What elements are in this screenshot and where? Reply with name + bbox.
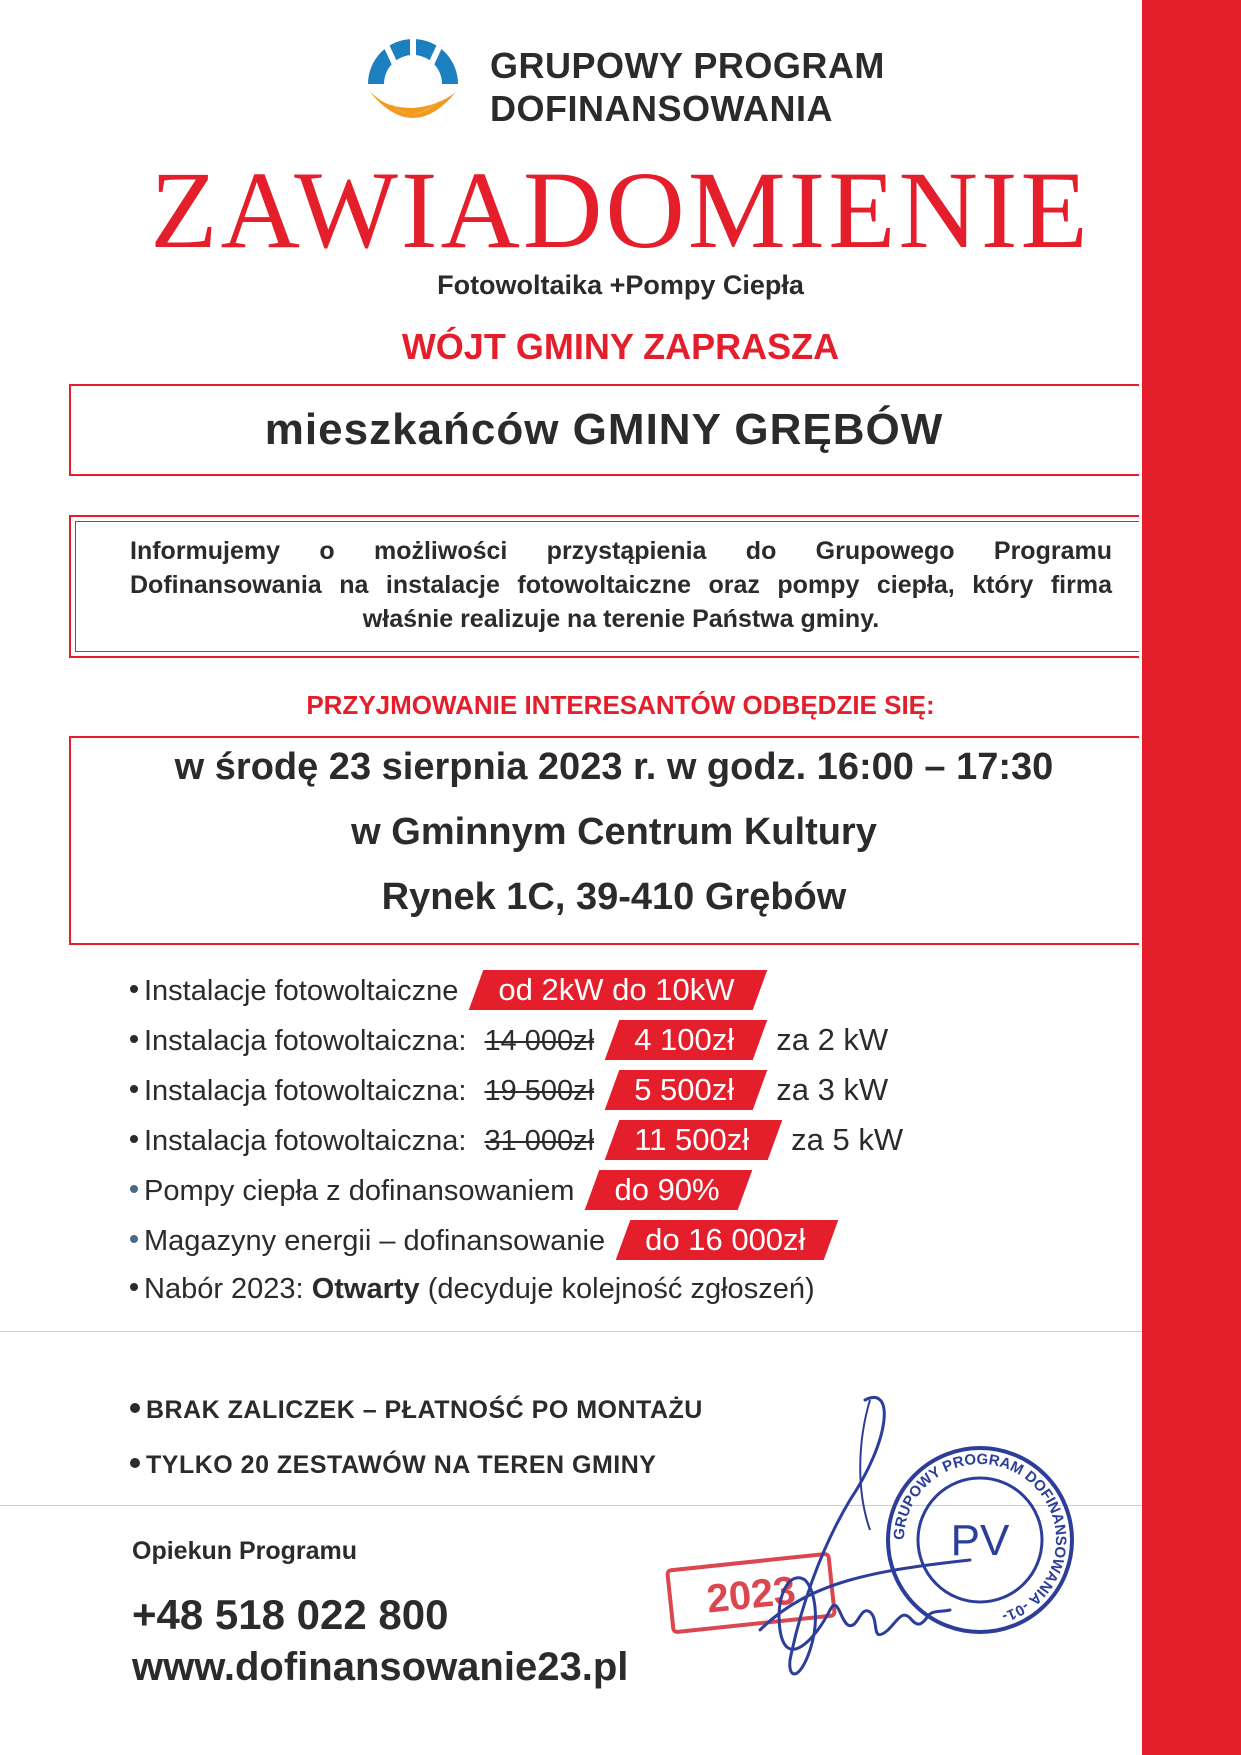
bullet-icon [130, 1085, 138, 1093]
list-item [130, 1020, 888, 1060]
subtitle: Fotowoltaika +Pompy Ciepła [437, 270, 804, 300]
divider [0, 1331, 1142, 1332]
list-item [130, 970, 760, 1010]
item-suffix: (decyduje kolejność zgłoszeń) [427, 1273, 815, 1305]
item-suffix: za 3 kW [776, 1072, 889, 1107]
bullet-icon [130, 1185, 138, 1193]
price-tag: 5 500zł [612, 1070, 760, 1110]
venue-date: w środę 23 sierpnia 2023 r. w godz. 16:00 – 17:30 [174, 746, 1054, 788]
company-seal-icon [880, 1440, 1080, 1640]
bullet-icon [130, 1035, 138, 1043]
residents-text: mieszkańców GMINY GRĘBÓW [264, 405, 944, 454]
reception-heading: PRZYJMOWANIE INTERESANTÓW ODBĘDZIE SIĘ: [306, 690, 935, 720]
condition-text: BRAK ZALICZEK – PŁATNOŚĆ PO MONTAŻU [146, 1396, 703, 1424]
bullet-icon [130, 1135, 138, 1143]
item-label: Instalacja fotowoltaiczna: [144, 1025, 467, 1057]
list-item [130, 1270, 815, 1308]
condition-item [130, 1451, 656, 1480]
old-price: 14 000zł [484, 1025, 595, 1057]
bullet-icon [130, 1283, 138, 1291]
venue-address: Rynek 1C, 39-410 Grębów [381, 876, 847, 918]
bullet-icon [130, 985, 138, 993]
recruitment-status: Otwarty [311, 1273, 420, 1305]
list-item [130, 1120, 903, 1160]
price-tag: do 16 000zł [623, 1220, 831, 1260]
bullet-icon [130, 1458, 140, 1468]
condition-text: TYLKO 20 ZESTAWÓW NA TEREN GMINY [146, 1451, 657, 1479]
item-suffix: za 2 kW [776, 1022, 889, 1057]
seal-text: GRUPOWY PROGRAM DOFINANSOWANIA -01- [890, 1450, 1070, 1626]
program-logo-icon [358, 34, 468, 134]
price-tag: do 90% [592, 1170, 745, 1210]
phone-number[interactable]: +48 518 022 800 [132, 1591, 449, 1638]
item-label: Instalacja fotowoltaiczna: [144, 1075, 467, 1107]
item-label: Magazyny energii – dofinansowanie [144, 1225, 606, 1257]
page-title: ZAWIADOMIENIE [150, 149, 1091, 271]
info-paragraph: Informujemy o możliwości przystąpienia do Grupowego Programu Dofinansowania na instalacje fotowoltaiczne oraz pompy ciepła, który firma właśnie realizuje na terenie Państwa gminy. [130, 537, 1112, 633]
list-item [130, 1170, 746, 1210]
old-price: 31 000zł [484, 1125, 595, 1157]
brand-line-2: DOFINANSOWANIA [490, 88, 833, 129]
brand-name [490, 44, 885, 130]
guardian-label: Opiekun Programu [132, 1537, 358, 1565]
list-item [130, 1220, 831, 1260]
item-label: Instalacja fotowoltaiczna: [144, 1125, 467, 1157]
old-price: 19 500zł [484, 1075, 595, 1107]
item-label: Instalacje fotowoltaiczne [144, 975, 459, 1007]
brand-line-1: GRUPOWY PROGRAM [490, 45, 885, 86]
price-tag: 11 500zł [612, 1120, 775, 1160]
venue-place: w Gminnym Centrum Kultury [351, 811, 877, 853]
price-tag: od 2kW do 10kW [476, 970, 760, 1010]
year-stamp: 2023 [665, 1552, 837, 1635]
item-suffix: za 5 kW [791, 1122, 904, 1157]
list-item [130, 1070, 888, 1110]
item-label: Nabór 2023: [144, 1273, 304, 1305]
condition-item [130, 1396, 703, 1425]
seal-center-text: PV [950, 1516, 1010, 1565]
price-tag: 4 100zł [612, 1020, 760, 1060]
website-link[interactable]: www.dofinansowanie23.pl [132, 1645, 629, 1689]
bullet-icon [130, 1235, 138, 1243]
invite-heading: WÓJT GMINY ZAPRASZA [401, 326, 840, 367]
item-label: Pompy ciepła z dofinansowaniem [144, 1175, 575, 1207]
bullet-icon [130, 1403, 140, 1413]
